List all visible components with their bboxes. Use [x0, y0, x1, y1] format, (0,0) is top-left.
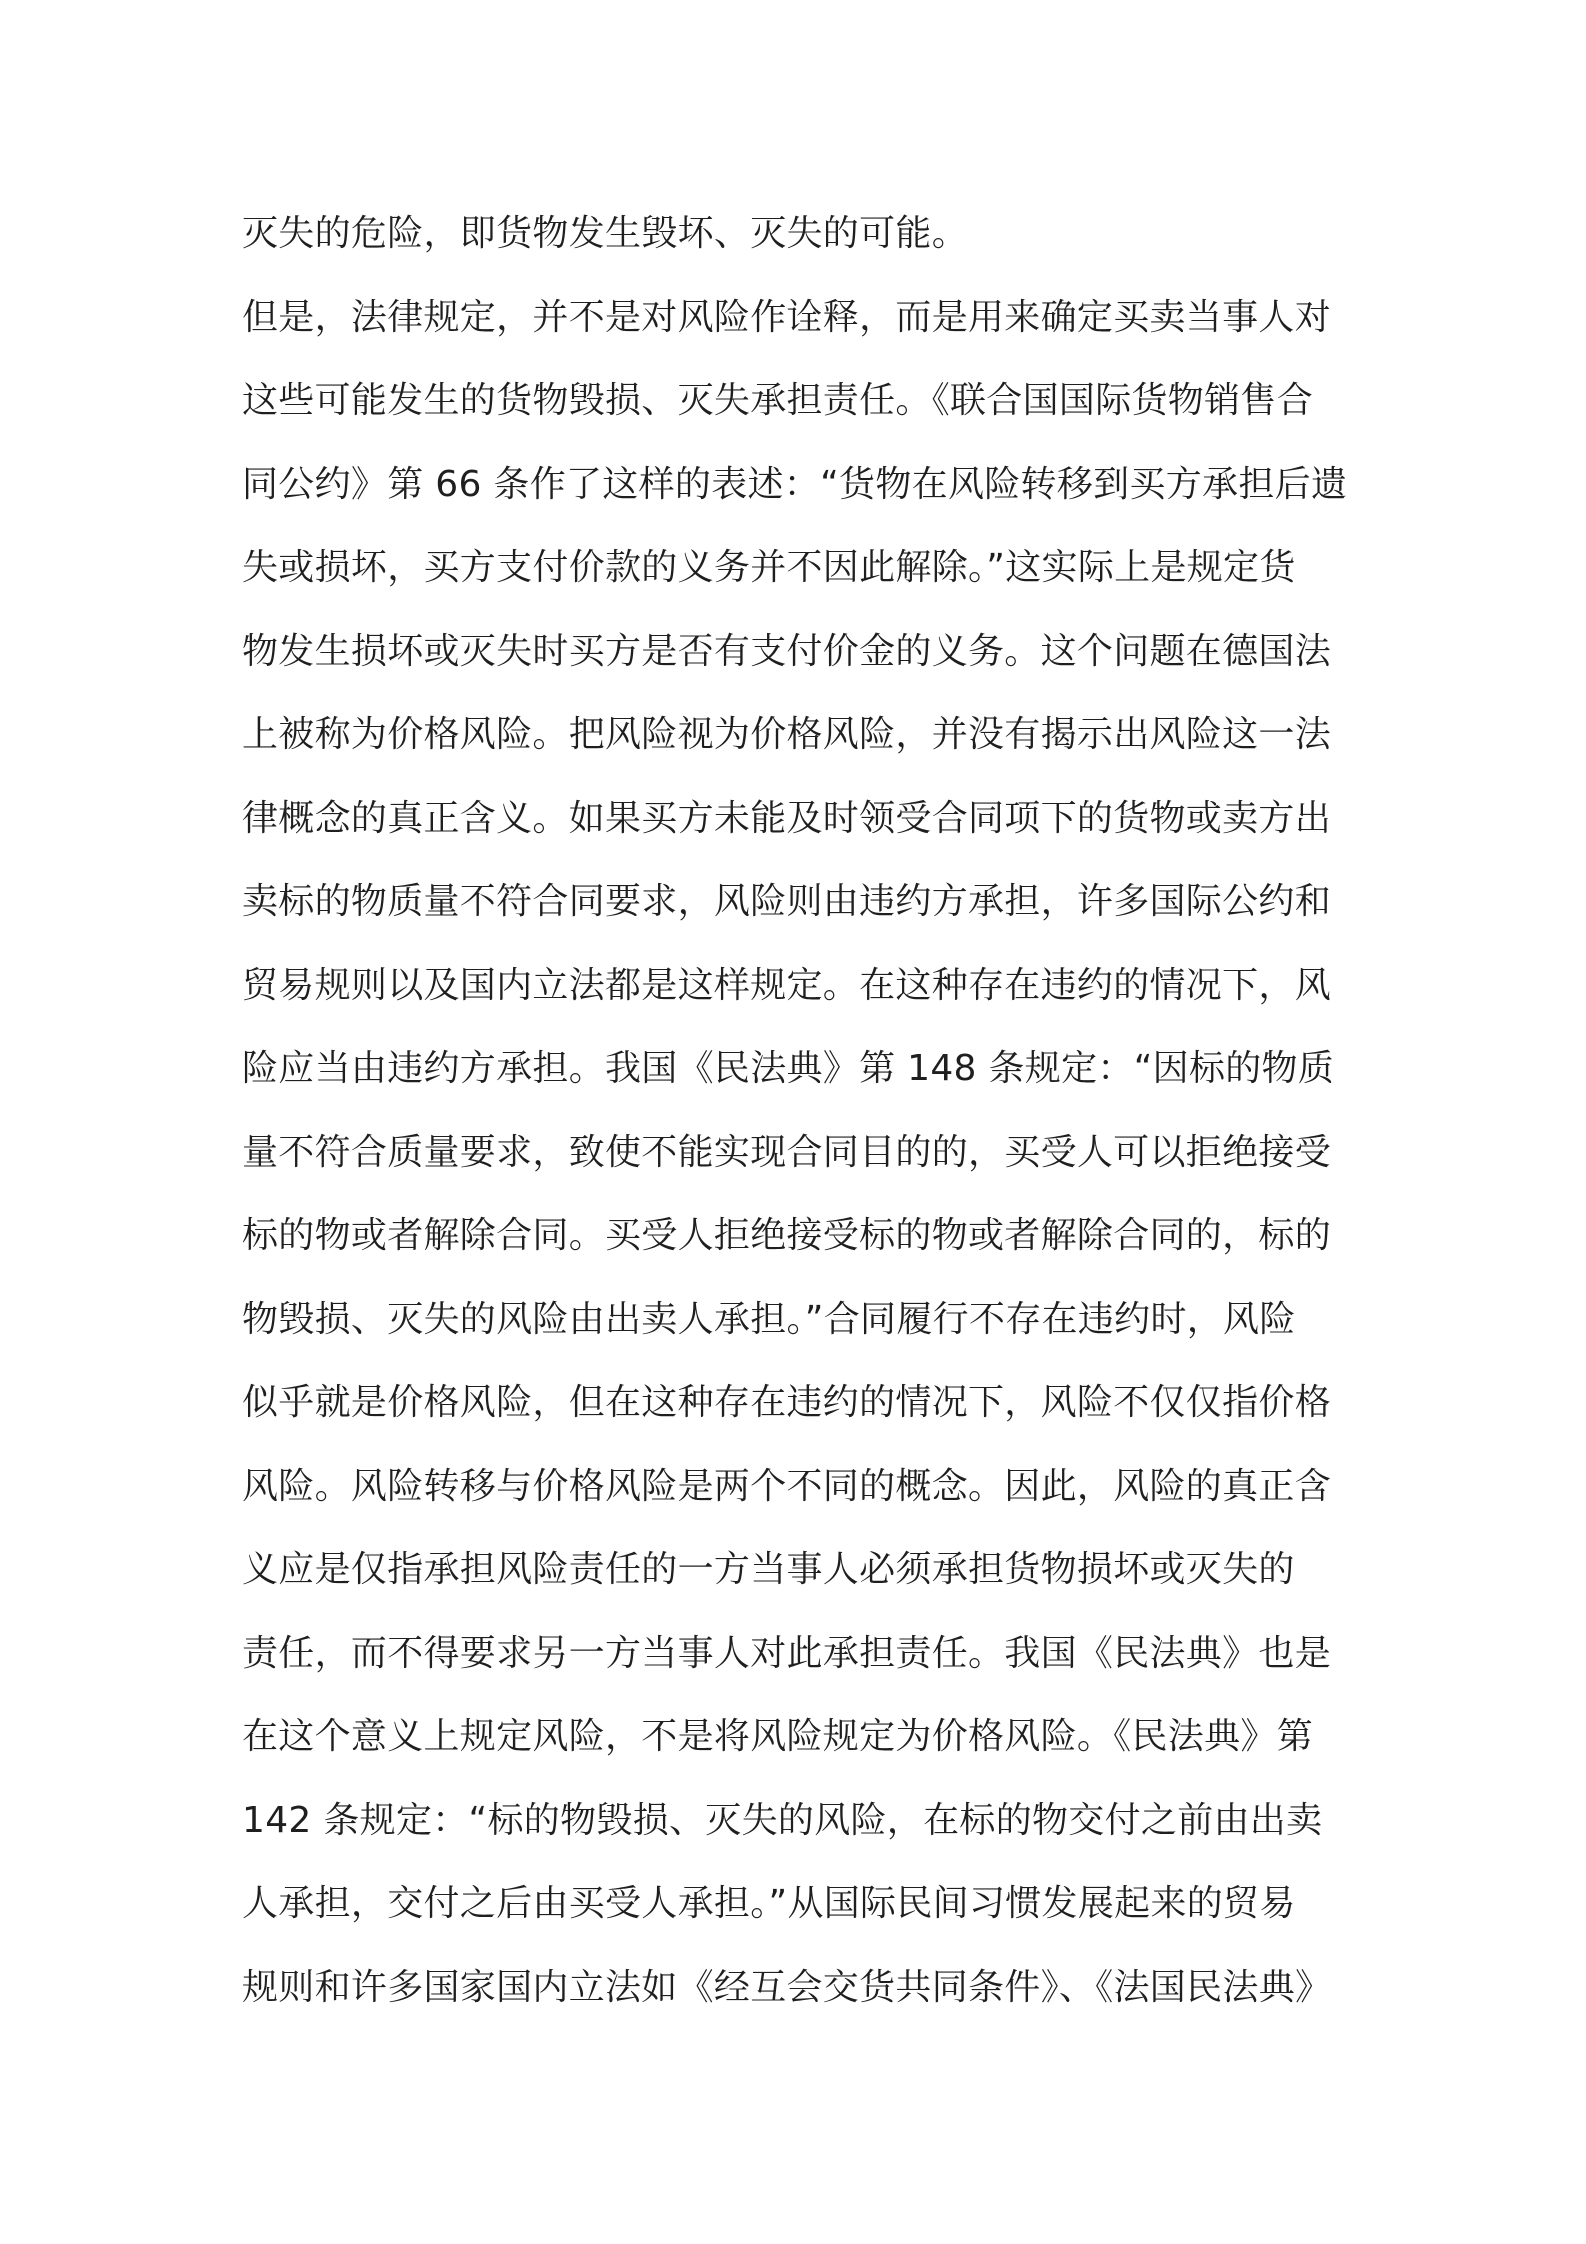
text-line: 律概念的真正含义。如果买方未能及时领受合同项下的货物或卖方出 — [242, 797, 1332, 839]
text-line: 灭失的危险，即货物发生毁坏、灭失的可能。 — [242, 213, 969, 254]
text-line: 标的物或者解除合同。买受人拒绝接受标的物或者解除合同的，标的 — [242, 1215, 1332, 1256]
text-line: 物发生损坏或灭失时买方是否有支付价金的义务。这个问题在德国法 — [242, 630, 1332, 672]
text-line: 量不符合质量要求，致使不能实现合同目的的，买受人可以拒绝接受 — [242, 1131, 1332, 1173]
text-line: 似乎就是价格风险，但在这种存在违约的情况下，风险不仅仅指价格 — [242, 1382, 1332, 1423]
text-line: 物毁损、灭失的风险由出卖人承担。”合同履行不存在违约时，风险 — [242, 1298, 1296, 1340]
text-line: 义应是仅指承担风险责任的一方当事人必须承担货物损坏或灭失的 — [242, 1549, 1295, 1590]
text-line: 规则和许多国家国内立法如《经互会交货共同条件》、《法国民法典》 — [242, 1966, 1332, 2008]
body-text — [242, 192, 1362, 2029]
text-line: 这些可能发生的货物毁损、灭失承担责任。《联合国国际货物销售合 — [242, 380, 1314, 421]
text-line: 风险。风险转移与价格风险是两个不同的概念。因此，风险的真正含 — [242, 1465, 1332, 1507]
text-line: 但是，法律规定，并不是对风险作诠释，而是用来确定买卖当事人对 — [242, 296, 1332, 338]
text-line: 上被称为价格风险。把风险视为价格风险，并没有揭示出风险这一法 — [242, 714, 1332, 755]
text-line: 责任，而不得要求另一方当事人对此承担责任。我国《民法典》也是 — [242, 1632, 1332, 1674]
text-line: 贸易规则以及国内立法都是这样规定。在这种存在违约的情况下，风 — [242, 964, 1332, 1006]
text-line: 人承担，交付之后由买受人承担。”从国际民间习惯发展起来的贸易 — [242, 1883, 1296, 1924]
text-line: 失或损坏，买方支付价款的义务并不因此解除。”这实际上是规定货 — [242, 547, 1296, 588]
text-line: 险应当由违约方承担。我国《民法典》第 148 条规定：“因标的物质 — [242, 1048, 1335, 1089]
text-line: 卖标的物质量不符合同要求，风险则由违约方承担，许多国际公约和 — [242, 881, 1332, 922]
text-line: 142 条规定：“标的物毁损、灭失的风险，在标的物交付之前由出卖 — [242, 1799, 1323, 1841]
text-line: 在这个意义上规定风险，不是将风险规定为价格风险。《民法典》第 — [242, 1716, 1314, 1757]
text-line: 同公约》第 66 条作了这样的表述：“货物在风险转移到买方承担后遗 — [242, 463, 1348, 505]
